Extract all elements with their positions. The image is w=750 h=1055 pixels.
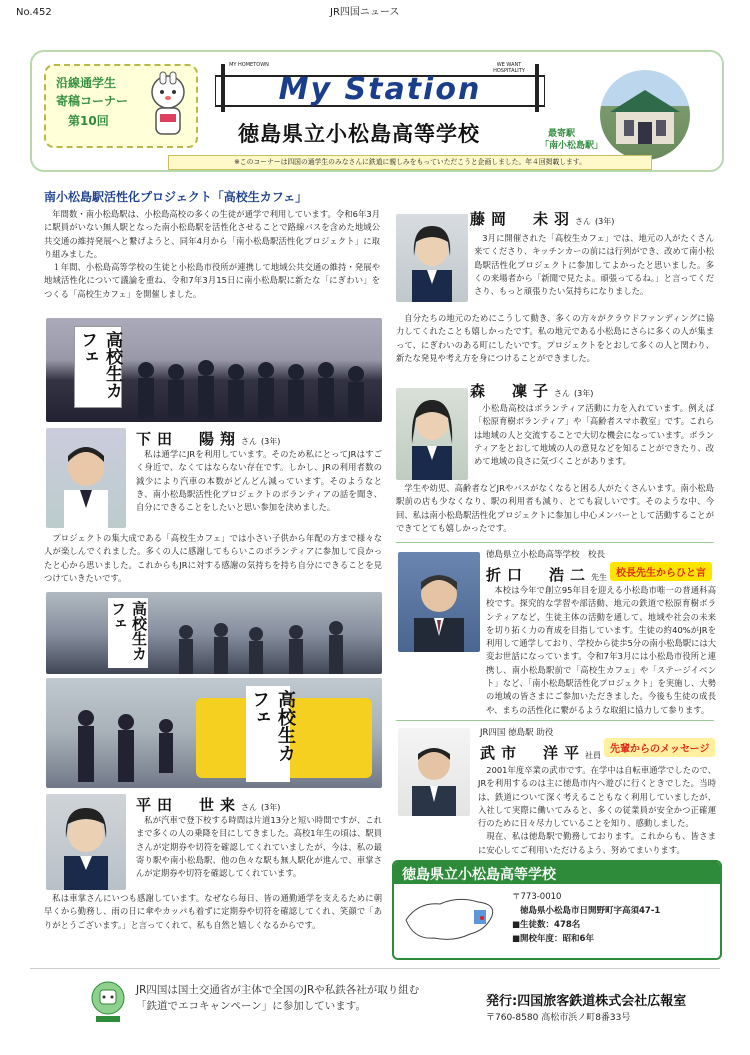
- eco-text: JR四国は国土交通省が主体で全国のJRや私鉄各社が取り組む「鉄道でエコキャンペーン」に参加しています。: [136, 984, 420, 1012]
- group-photo: [46, 318, 382, 422]
- corner-line1: 沿線通学生: [56, 76, 117, 90]
- student4-photo: [396, 388, 468, 480]
- publisher: 発行:四国旅客鉄道株式会社広報室: [486, 994, 687, 1009]
- student2-text2: 私は車掌さんにいつも感謝しています。なぜなら毎日、皆の通勤通学を支えるために朝早くから勤務し、雨の日に傘やカッパも着ずに定期券や切符を確認してくれ、笑顔で「ありがとうございます。」と言ってくれて、私も自然と嬉しくなるからです。: [44, 893, 382, 930]
- note-text: ※このコーナーは四国の通学生のみなさんに鉄道に親しみをもっていただこうと企画しました。年４回掲載します。: [234, 158, 586, 166]
- student4-san: さん: [554, 389, 571, 398]
- student1-photo: [46, 428, 126, 528]
- principal-org: 徳島県立小松島高等学校 校長: [486, 550, 606, 560]
- issue-number: No.452: [16, 7, 52, 18]
- footer-frame: [30, 968, 720, 969]
- cafe-sign-3: 高校生カフェ: [246, 686, 290, 782]
- student3-name-line: [470, 208, 614, 229]
- eco-mascot-icon: [88, 980, 128, 1026]
- publisher-address: 〒760-8580 高松市浜ノ町8番33号: [486, 1013, 631, 1023]
- project-text: [44, 208, 380, 301]
- school-postal: 〒773-0010: [512, 892, 562, 902]
- student3-text: 3月に開催された「高校生カフェ」では、地元の人がたくさん来てくださり、キッチンカーの前には行列ができ、改めて南小松島駅活性化プロジェクトに参加してよかったと思いました。多くの来場者から「新聞で見たよ。頑張ってるね。」と言ってくださり、もっと頑張りたい気持ちになりました。: [474, 233, 714, 297]
- cafe-sign-1: 高校生カフェ: [74, 326, 122, 408]
- my-station-logo: [215, 62, 545, 114]
- student4-name-line: [470, 380, 593, 401]
- student3-san: さん: [575, 217, 592, 226]
- senior-badge: 先輩からのメッセージ: [604, 738, 715, 757]
- principal-name: 折口 浩二: [486, 566, 592, 584]
- cafe-sign-2: 高校生カフェ: [108, 598, 148, 668]
- station-label2: 「南小松島駅」: [540, 141, 604, 151]
- corner-line3: 第10回: [68, 114, 109, 128]
- student2-name-line: [136, 794, 280, 815]
- senior-title: 社員: [585, 751, 602, 760]
- student4-text2: 学生や幼児、高齢者などJRやバスがなくなると困る人がたくさんいます。南小松島駅前の店も少なくなり、駅の利用者も減り、とても寂しいです。そのような中、今回、私は南小松島駅活性化プロジェクトに参加し中心メンバーとして活動することができてとても嬉しかったです。: [396, 483, 714, 533]
- student4-grade: (3年): [574, 389, 594, 398]
- school-info-box: [392, 860, 722, 960]
- senior-name: 武市 洋平: [480, 744, 586, 762]
- student3-grade: (3年): [595, 217, 615, 226]
- senior-photo: [398, 728, 470, 816]
- principal-badge: 校長先生からひと言: [610, 562, 712, 581]
- project-p2: １年間、小松島高等学校の生徒と小松島市役所が連携して地域公共交通の維持・発展や地域活性化について議論を重ね、令和7年3月15日に南小松島駅に新たな「にぎわい」をつくる「高校生カフェ」を開催しました。: [44, 262, 380, 299]
- student1-name-line: [136, 428, 280, 449]
- student4-name: 森 凜子: [470, 382, 555, 400]
- student4-text: 小松島高校はボランティア活動に力を入れています。例えば「松原育樹ボランティア」や「高齢者スマホ教室」です。これらは地域の人と交流することで大切な機会になっています。ボランティアをとおして地域の人の意見などを知ることができたり、改めて地域の良さに気づくことがあります。: [474, 403, 714, 467]
- station-label1: 最寄駅: [548, 129, 576, 139]
- project-title: 南小松島駅活性化プロジェクト「高校生カフェ」: [44, 190, 308, 204]
- student1-name: 下田 陽翔: [136, 430, 242, 448]
- student1-text: 私は通学にJRを利用しています。そのため私にとってJRはすごく身近で、なくてはならない存在です。しかし、JRの利用者数の減少により汽車の本数がどんどん減っています。そのようなとき、南小松島駅活性化プロジェクトのボランティアの話を聞き、自分にできることをしたいと思い参加を決めました。: [136, 449, 382, 513]
- principal-photo: [398, 552, 480, 652]
- school-address: 徳島県小松島市日開野町字高須47-1: [520, 906, 661, 916]
- student3-photo: [396, 214, 468, 302]
- student1-san: さん: [241, 437, 258, 446]
- sign-left: MY HOMETOWN: [229, 62, 269, 68]
- mascot-icon: [146, 70, 190, 140]
- student3-name: 藤岡 未羽: [470, 210, 576, 228]
- senior-text: 2001年度卒業の武市です。在学中は自転車通学でしたので、JRを利用するのは主に徳島市内へ遊びに行くときでした。当時は、鉄道について深く考えることもなく利用していましたが、入社して実際に働いてみると、多くの従業員が安全かつ正確運行のために日々尽力していることを知り、感動しました。 現在、私は徳島駅で勤務しております。これからも、皆さまに安心してご利用いただけるよう、努めてまいります。: [478, 765, 716, 855]
- student2-san: さん: [241, 803, 258, 812]
- school-name: 徳島県立小松島高等学校: [238, 122, 480, 146]
- event-photo: [46, 592, 382, 674]
- note-box: [168, 155, 652, 170]
- student2-text: 私が汽車で登下校する時間は片道13分と短い時間ですが、これまで多くの人の乗降を目にしてきました。高校1年生の頃は、駅員さんが定期券や切符を確認してくれていましたが、今は、私の最寄り駅や南小松島駅、他の色々な駅も無人駅化が進んで、車掌さんが定期券や切符を確認してくれています。: [136, 815, 382, 879]
- corner-box: [44, 64, 198, 148]
- student2-photo: [46, 794, 126, 890]
- sign-right: WE WANT HOSPITALITY: [493, 62, 525, 74]
- corner-line2: 寄稿コーナー: [56, 94, 129, 108]
- kitchen-car-photo: [46, 678, 382, 788]
- banner-title: My Station: [278, 72, 482, 107]
- senior-name-line: [480, 742, 601, 763]
- student2-name: 平田 世来: [136, 796, 242, 814]
- station-photo: [600, 70, 690, 160]
- student3-text2: 自分たちの地元のためにこうして動き、多くの方々がクラウドファンディングに協力してくれたことも嬉しかったです。私の地元である小松島にさらに多くの人が集まって、にぎわいのある町にしたいです。プロジェクトをとおして多くの人と関わり、新たな発見や考え方を身につけることができました。: [396, 313, 714, 363]
- principal-text: 本校は今年で創立95年目を迎える小松島市唯一の普通科高校です。探究的な学習や部活動、地元の鉄道で松原育樹ボランティアなど、生徒主体の活動を通して、地域や社会の未来を切り拓く力の育成を目指しています。生徒の約40%がJRを利用して通学しており、学校から徒歩5分の南小松島駅には大変お世話になっています。令和7年3月には小松島市役所と連携し、南小松島駅前で「高校生カフェ」や「ステージイベント」など、「南小松島駅活性化プロジェクト」を実施し、大勢の地域の皆さまにご参加いただきました。今後も生徒の成長や、まちの活性化に繋がるような取組に協力して参ります。: [486, 585, 716, 715]
- shikoku-map-icon: [400, 890, 500, 948]
- project-p1: 年間数・南小松島駅は、小松島高校の多くの生徒が通学で利用しています。令和6年3月に駅員がいない無人駅となった南小松島駅を活性化させることで路線バスを含めた地域公共交通の維持発展へと繋げようと、同年4月から「南小松島駅活性化プロジェクト」に取り組みました。: [44, 209, 380, 259]
- principal-name-line: [486, 564, 607, 585]
- principal-title: 先生: [591, 573, 608, 582]
- newsletter-title: JR四国ニュース: [330, 7, 400, 18]
- school-founded: ■開校年度：昭和6年: [512, 934, 594, 944]
- principal-divider: [396, 542, 714, 543]
- school-students: ■生徒数：478名: [512, 920, 581, 930]
- school-info-title: 徳島県立小松島高等学校: [402, 867, 556, 883]
- senior-divider: [396, 720, 714, 721]
- senior-org: JR四国 徳島駅 助役: [480, 728, 554, 738]
- student2-grade: (3年): [261, 803, 281, 812]
- student1-grade: (3年): [261, 437, 281, 446]
- student1-text2: プロジェクトの集大成である「高校生カフェ」では小さい子供から年配の方まで様々な人が楽しんでくれました。多くの人に感謝してもらいこのボランティアに参加して良かったと心から思いました。これからもJRに対する感謝の気持ちを持ち自分にできることを見つけていきたいです。: [44, 533, 382, 583]
